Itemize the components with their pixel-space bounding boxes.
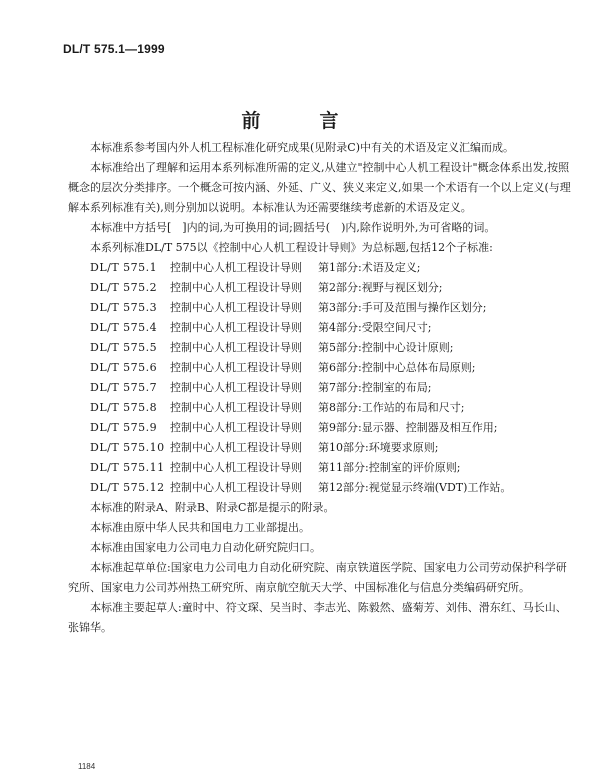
list-item xyxy=(68,358,574,378)
paragraph: 本标准主要起草人:童时中、符文琛、吴当时、李志光、陈毅然、盛菊芳、刘伟、滑东红、马长山、张锦华。 xyxy=(68,601,567,634)
paragraph: 本标准起草单位:国家电力公司电力自动化研究院、南京铁道医学院、国家电力公司劳动保护科学研究所、国家电力公司苏州热工研究所、南京航空航天大学、中国标准化与信息分类编码研究所。 xyxy=(68,561,567,594)
list-item xyxy=(68,418,574,438)
standard-number: DL/T 575.7 xyxy=(90,381,158,394)
list-item xyxy=(68,398,574,418)
list-item xyxy=(68,478,574,498)
standard-part: 第8部分:工作站的布局和尺寸; xyxy=(318,401,465,414)
paragraph: 本标准给出了理解和运用本系列标准所需的定义,从建立"控制中心人机工程设计"概念体系出发,按照概念的层次分类排序。一个概念可按内涵、外延、广义、狭义来定义,如果一个术语有一个以上定义(与理解本系列标准有关),则分别加以说明。本标准认为还需要继续考虑新的术语及定义。 xyxy=(68,161,571,214)
paragraph: 本标准由原中华人民共和国电力工业部提出。 xyxy=(90,521,310,534)
standard-number: DL/T 575.8 xyxy=(90,401,158,414)
standard-title: 控制中心人机工程设计导则 xyxy=(170,401,302,414)
standard-part: 第7部分:控制室的布局; xyxy=(318,381,432,394)
standard-title: 控制中心人机工程设计导则 xyxy=(170,361,302,374)
list-item xyxy=(68,458,574,478)
list-item xyxy=(68,318,574,338)
document-body xyxy=(68,138,574,638)
standard-part: 第12部分:视觉显示终端(VDT)工作站。 xyxy=(318,481,512,494)
page-title: 前 言 xyxy=(241,110,359,132)
standard-number: DL/T 575.4 xyxy=(90,321,158,334)
standard-part: 第5部分:控制中心设计原则; xyxy=(318,341,454,354)
standard-title: 控制中心人机工程设计导则 xyxy=(170,281,302,294)
paragraph: 本系列标准DL/T 575以《控制中心人机工程设计导则》为总标题,包括12个子标准: xyxy=(90,241,493,254)
list-item xyxy=(68,278,574,298)
standard-title: 控制中心人机工程设计导则 xyxy=(170,321,302,334)
standard-part: 第11部分:控制室的评价原则; xyxy=(318,461,461,474)
standard-part: 第9部分:显示器、控制器及相互作用; xyxy=(318,421,498,434)
paragraph: 本标准由国家电力公司电力自动化研究院归口。 xyxy=(90,541,321,554)
standard-number: DL/T 575.10 xyxy=(90,441,165,454)
standard-number: DL/T 575.5 xyxy=(90,341,158,354)
standard-number: DL/T 575.9 xyxy=(90,421,158,434)
standard-part: 第6部分:控制中心总体布局原则; xyxy=(318,361,476,374)
list-item xyxy=(68,438,574,458)
standard-part: 第2部分:视野与视区划分; xyxy=(318,281,443,294)
list-item xyxy=(68,258,574,278)
standard-title: 控制中心人机工程设计导则 xyxy=(170,341,302,354)
standard-number: DL/T 575.2 xyxy=(90,281,158,294)
standard-code: DL/T 575.1—1999 xyxy=(63,42,165,56)
standard-number: DL/T 575.3 xyxy=(90,301,158,314)
list-item xyxy=(68,338,574,358)
paragraph: 本标准系参考国内外人机工程标准化研究成果(见附录C)中有关的术语及定义汇编而成。 xyxy=(90,141,514,154)
standard-number: DL/T 575.12 xyxy=(90,481,165,494)
standard-title: 控制中心人机工程设计导则 xyxy=(170,421,302,434)
standard-number: DL/T 575.11 xyxy=(90,461,165,474)
standard-title: 控制中心人机工程设计导则 xyxy=(170,441,302,454)
standard-title: 控制中心人机工程设计导则 xyxy=(170,381,302,394)
list-item xyxy=(68,298,574,318)
standard-title: 控制中心人机工程设计导则 xyxy=(170,301,302,314)
standard-part: 第3部分:手可及范围与操作区划分; xyxy=(318,301,487,314)
list-item xyxy=(68,378,574,398)
page-number: 1184 xyxy=(78,762,96,771)
standard-part: 第1部分:术语及定义; xyxy=(318,261,421,274)
standard-part: 第10部分:环境要求原则; xyxy=(318,441,439,454)
paragraph: 本标准中方括号[ ]内的词,为可换用的词;圆括号( )内,除作说明外,为可省略的词。 xyxy=(90,221,496,234)
standard-title: 控制中心人机工程设计导则 xyxy=(170,481,302,494)
standards-list xyxy=(68,258,574,498)
paragraph: 本标准的附录A、附录B、附录C都是提示的附录。 xyxy=(90,501,335,514)
standard-number: DL/T 575.6 xyxy=(90,361,158,374)
standard-number: DL/T 575.1 xyxy=(90,261,158,274)
standard-title: 控制中心人机工程设计导则 xyxy=(170,461,302,474)
standard-part: 第4部分:受限空间尺寸; xyxy=(318,321,432,334)
standard-title: 控制中心人机工程设计导则 xyxy=(170,261,302,274)
